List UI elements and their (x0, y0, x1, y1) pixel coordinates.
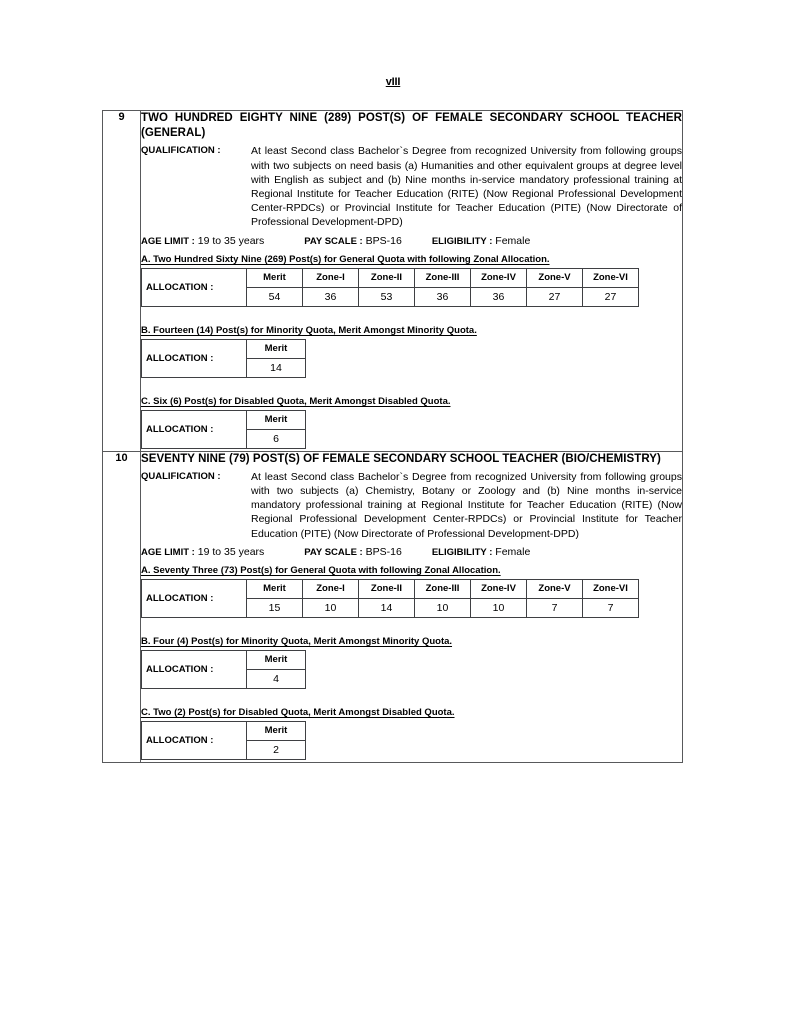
allocation-value-cell: 27 (583, 287, 639, 306)
post-serial-number: 10 (103, 451, 141, 762)
post-listing-table (102, 110, 683, 763)
allocation-value-cell: 54 (247, 287, 303, 306)
allocation-column-header: Zone-III (415, 268, 471, 287)
allocation-column-header: Zone-V (527, 268, 583, 287)
allocation-value-cell: 27 (527, 287, 583, 306)
allocation-column-header: Zone-IV (471, 268, 527, 287)
allocation-label: ALLOCATION : (142, 579, 247, 617)
eligibility-label: ELIGIBILITY : (431, 546, 493, 558)
post-title: TWO HUNDRED EIGHTY NINE (289) POST(S) OF FEMALE SECONDARY SCHOOL TEACHER (GENERAL) (141, 112, 682, 140)
allocation-value-cell: 36 (415, 287, 471, 306)
post-meta-line (141, 235, 682, 247)
age-limit-label: AGE LIMIT : (141, 235, 195, 247)
allocation-label: ALLOCATION : (142, 410, 247, 448)
allocation-header-row (142, 650, 306, 669)
quota-heading: A. Two Hundred Sixty Nine (269) Post(s) for General Quota with following Zonal Allocation. (141, 253, 550, 265)
allocation-header-row (142, 410, 306, 429)
allocation-value-cell: 14 (247, 358, 306, 377)
allocation-column-header: Zone-II (359, 579, 415, 598)
allocation-column-header: Zone-II (359, 268, 415, 287)
pay-scale-label: PAY SCALE : (304, 235, 363, 247)
allocation-column-header: Zone-I (303, 579, 359, 598)
allocation-table (141, 339, 306, 378)
allocation-table (141, 268, 639, 307)
allocation-table (141, 721, 306, 760)
allocation-column-header: Zone-I (303, 268, 359, 287)
allocation-table (141, 579, 639, 618)
allocation-header-row (142, 339, 306, 358)
allocation-label: ALLOCATION : (142, 268, 247, 306)
allocation-header-row (142, 721, 306, 740)
allocation-column-header: Merit (247, 268, 303, 287)
allocation-table (141, 410, 306, 449)
section-spacer (141, 309, 682, 318)
eligibility-label: ELIGIBILITY : (431, 235, 493, 247)
allocation-column-header: Zone-III (415, 579, 471, 598)
quota-heading: A. Seventy Three (73) Post(s) for General Quota with following Zonal Allocation. (141, 564, 501, 576)
allocation-column-header: Zone-V (527, 579, 583, 598)
allocation-value-cell: 4 (247, 669, 306, 688)
allocation-label: ALLOCATION : (142, 650, 247, 688)
post-entry-body (141, 111, 683, 452)
allocation-column-header: Merit (247, 650, 306, 669)
allocation-value-cell: 15 (247, 598, 303, 617)
section-spacer (141, 380, 682, 389)
allocation-value-cell: 10 (415, 598, 471, 617)
allocation-label: ALLOCATION : (142, 339, 247, 377)
allocation-column-header: Merit (247, 339, 306, 358)
qualification-text: At least Second class Bachelor`s Degree from recognized University from following groups with two subjects on need basis (a) Humanities and other equivalent groups at degree level with English as subject and (b) Nine months in-service mandatory professional training at Regional Institute for Teacher Education (RITE) (Now Regional Professional Development Center-RPDCs) or Provincial Institute for Teacher Education (PITE) (Now Directorate of Professional Development-DPD) (251, 145, 682, 229)
allocation-column-header: Zone-VI (583, 268, 639, 287)
allocation-table (141, 650, 306, 689)
page-folio-number: vIII (385, 76, 401, 88)
qualification-text: At least Second class Bachelor`s Degree from recognized University from following groups with two subjects (a) Chemistry, Botany or Zoology and (b) Nine months in-service mandatory professional training at Regional Institute for Teacher Education (RITE) (Now Regional Professional Development Center-RPDCs) or Provincial Institute for Teacher Education (PITE) (Now Directorate of Professional Development-DPD) (251, 470, 682, 540)
qualification-label: QUALIFICATION : (141, 470, 221, 482)
post-entry-row (103, 111, 683, 452)
quota-heading: B. Fourteen (14) Post(s) for Minority Quota, Merit Amongst Minority Quota. (141, 324, 477, 336)
allocation-column-header: Merit (247, 579, 303, 598)
allocation-value-cell: 36 (303, 287, 359, 306)
allocation-value-cell: 6 (247, 429, 306, 448)
allocation-column-header: Merit (247, 721, 306, 740)
post-title: SEVENTY NINE (79) POST(S) OF FEMALE SECONDARY SCHOOL TEACHER (BIO/CHEMISTRY) (141, 452, 661, 465)
page-header (0, 72, 786, 90)
allocation-column-header: Zone-VI (583, 579, 639, 598)
quota-heading: B. Four (4) Post(s) for Minority Quota, Merit Amongst Minority Quota. (141, 635, 453, 647)
allocation-label: ALLOCATION : (142, 721, 247, 759)
age-limit-value: 19 to 35 years (197, 545, 265, 558)
allocation-value-cell: 2 (247, 740, 306, 759)
allocation-value-cell: 7 (583, 598, 639, 617)
allocation-value-cell: 10 (303, 598, 359, 617)
quota-heading: C. Six (6) Post(s) for Disabled Quota, Merit Amongst Disabled Quota. (141, 395, 451, 407)
qualification-row (141, 470, 682, 541)
section-spacer (141, 620, 682, 629)
qualification-label: QUALIFICATION : (141, 145, 221, 157)
post-entry-body (141, 451, 683, 762)
allocation-column-header: Merit (247, 410, 306, 429)
age-limit-value: 19 to 35 years (197, 234, 265, 247)
allocation-header-row (142, 268, 639, 287)
post-meta-line (141, 546, 682, 558)
allocation-value-cell: 53 (359, 287, 415, 306)
allocation-value-cell: 10 (471, 598, 527, 617)
allocation-column-header: Zone-IV (471, 579, 527, 598)
allocation-value-cell: 14 (359, 598, 415, 617)
pay-scale-value: BPS-16 (365, 545, 402, 558)
post-serial-number: 9 (103, 111, 141, 452)
eligibility-value: Female (495, 545, 531, 558)
quota-heading: C. Two (2) Post(s) for Disabled Quota, Merit Amongst Disabled Quota. (141, 706, 455, 718)
pay-scale-value: BPS-16 (365, 234, 402, 247)
pay-scale-label: PAY SCALE : (304, 546, 363, 558)
qualification-row (141, 144, 682, 229)
section-spacer (141, 691, 682, 700)
allocation-value-cell: 7 (527, 598, 583, 617)
age-limit-label: AGE LIMIT : (141, 546, 195, 558)
allocation-value-cell: 36 (471, 287, 527, 306)
eligibility-value: Female (495, 234, 531, 247)
post-listing-body (103, 111, 683, 763)
allocation-header-row (142, 579, 639, 598)
post-entry-row (103, 451, 683, 762)
